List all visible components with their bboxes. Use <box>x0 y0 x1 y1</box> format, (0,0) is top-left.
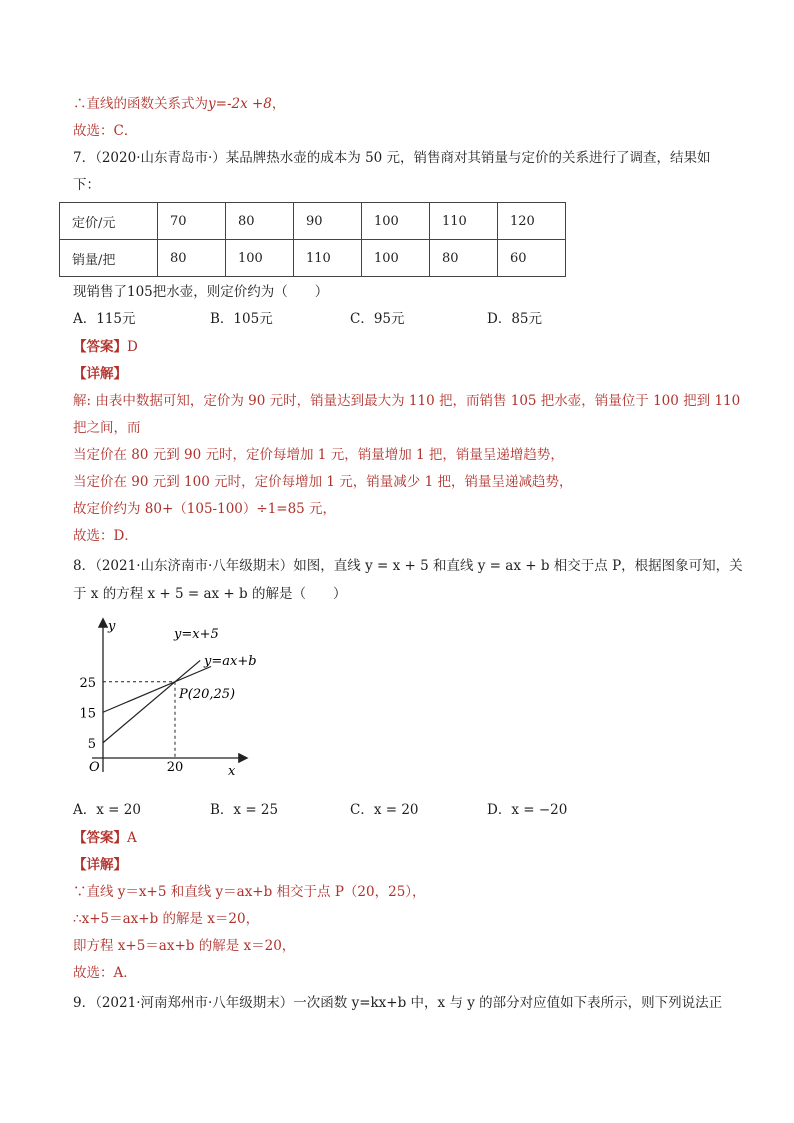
table-row-header: 销量/把 <box>60 240 158 277</box>
table-cell: 60 <box>498 240 566 277</box>
q7-solution-line-6: 故选：D． <box>73 528 138 544</box>
table-cell: 70 <box>158 203 226 240</box>
q9-stem-line1: 9．（2021·河南郑州市·八年级期末）一次函数 y=kx+b 中，x 与 y 的部分对应值如下表所示，则下列说法正 <box>73 995 723 1011</box>
q7-stem-line2: 下： <box>73 177 100 193</box>
table-cell: 80 <box>430 240 498 277</box>
q7-solution-line-1: 解: 由表中数据可知，定价为 90 元时，销量达到最大为 110 把，而销售 105 把水壶，销量位于 100 把到 110 <box>73 393 741 409</box>
q8-stem-line1: 8．（2021·山东济南市·八年级期末）如图，直线 y = x + 5 和直线 y = ax + b 相交于点 P，根据图象可知，关 <box>73 558 743 574</box>
x-axis-label: x <box>228 764 236 779</box>
q8-option-c[interactable]: C．x = 20 <box>350 802 419 818</box>
q7-options <box>73 309 542 329</box>
q7-detail-label: 【详解】 <box>73 366 127 382</box>
q8-answer <box>73 828 137 848</box>
q8-options <box>73 800 567 820</box>
table-cell: 120 <box>498 203 566 240</box>
q7-price-sales-table <box>59 202 566 277</box>
q8-option-a[interactable]: A．x = 20 <box>73 802 141 818</box>
q7-option-c[interactable]: C．95元 <box>350 311 405 327</box>
prev-line-prefix: ∴直线的函数关系式为 <box>73 96 208 112</box>
q7-answer <box>73 337 138 357</box>
q8-line-graph <box>70 612 270 782</box>
q8-detail-label: 【详解】 <box>73 857 127 873</box>
q8-solution-line-1: ∵直线 y＝x+5 和直线 y＝ax+b 相交于点 P（20，25）， <box>73 884 426 900</box>
series-label-2: y=ax+b <box>204 654 257 669</box>
q7-stem-line1: 7．（2020·山东青岛市·）某品牌热水壶的成本为 50 元，销售商对其销量与定价的关系进行了调查，结果如 <box>73 150 711 166</box>
prev-function-line <box>73 94 285 114</box>
y-tick-label: 25 <box>79 675 96 691</box>
q7-option-a[interactable]: A．115元 <box>73 311 136 327</box>
table-row <box>60 240 566 277</box>
table-cell: 110 <box>430 203 498 240</box>
q8-answer-label: 【答案】 <box>73 830 127 846</box>
q7-option-b[interactable]: B．105元 <box>210 311 273 327</box>
q8-solution-line-2: ∴x+5＝ax+b 的解是 x＝20， <box>73 911 260 927</box>
y-tick-label: 15 <box>79 706 96 722</box>
series-label-1: y=x+5 <box>174 627 219 642</box>
q7-answer-value: D <box>127 339 138 355</box>
intersection-label: P(20,25) <box>179 686 236 702</box>
origin-label: O <box>89 760 100 775</box>
y-tick-label: 5 <box>87 736 96 752</box>
table-cell: 110 <box>294 240 362 277</box>
q7-solution-line-3: 当定价在 80 元到 90 元时，定价每增加 1 元，销量增加 1 把，销量呈递增趋势， <box>73 447 564 463</box>
x-tick-label: 20 <box>166 760 184 775</box>
q7-answer-label: 【答案】 <box>73 339 127 355</box>
prev-line-formula: y=-2x +8 <box>208 96 272 112</box>
q7-solution-line-4: 当定价在 90 元到 100 元时，定价每增加 1 元，销量减少 1 把，销量呈递减趋势， <box>73 474 573 490</box>
table-cell: 100 <box>362 240 430 277</box>
q8-option-d[interactable]: D．x = −20 <box>487 802 568 818</box>
table-cell: 80 <box>226 203 294 240</box>
q8-answer-value: A <box>127 830 137 846</box>
prev-answer-line: 故选：C． <box>73 123 138 139</box>
table-cell: 100 <box>362 203 430 240</box>
q8-solution-line-3: 即方程 x+5＝ax+b 的解是 x＝20， <box>73 938 296 954</box>
table-row-header: 定价/元 <box>60 203 158 240</box>
table-cell: 80 <box>158 240 226 277</box>
q8-option-b[interactable]: B．x = 25 <box>210 802 279 818</box>
q7-solution-line-5: 故定价约为 80+（105-100）÷1=85 元， <box>73 501 337 517</box>
table-cell: 100 <box>226 240 294 277</box>
prev-line-suffix: ， <box>271 96 286 112</box>
q7-option-d[interactable]: D．85元 <box>487 311 543 327</box>
table-cell: 90 <box>294 203 362 240</box>
y-axis-label: y <box>108 619 116 634</box>
table-row <box>60 203 566 240</box>
q7-solution-line-2: 把之间，而 <box>73 420 141 436</box>
q8-solution-line-4: 故选：A． <box>73 965 137 981</box>
q7-question: 现销售了105把水壶，则定价约为（ ） <box>73 284 329 300</box>
q8-stem-line2: 于 x 的方程 x + 5 = ax + b 的解是（ ） <box>73 586 347 602</box>
